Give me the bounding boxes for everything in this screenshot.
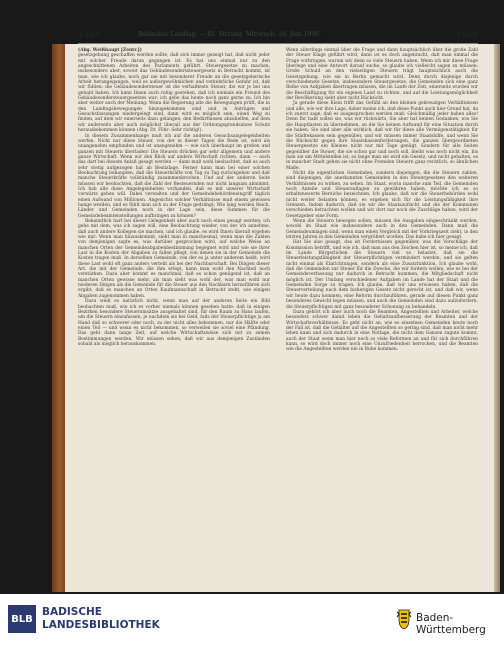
paragraph: Wenn allerdings einmal über die Frage und dann hauptsächlich über die große Zahl der Steuer Klage geführt wird, dann ist es doch angebracht, daß man einmal die Frage vorbringen, warum wir denn so viele Steuern haben. Wenn ich mir diese Frage überlege und eine Antwort darauf suche, so glaube ich vielleicht sagen zu müssen: Große Schuld an den vielseitigen Steuern trägt hauptsächlich auch die Gesetzgebung, wie sie in Berlin gemacht wird. Denn durch diejenige durch verschiedenste Gesetze, insbesondere Steuergesetze, die Gemeinden sich eine ganz Reihe von Aufgaben übertragen müssen, die im Laufe der Zeit, einerseits wurden wir die Beschäftigung für ein eigenes Land zu richten, und auf die Leistungsmöglichkeit der Bevölkerung sieht aber nicht Rücksicht. (286, 48, 478, 102)
library-name[interactable] (42, 606, 160, 632)
baden-wuerttemberg-lions-icon (396, 608, 412, 630)
book-spine-edge (52, 44, 65, 592)
header-rule (78, 43, 478, 44)
book-page-edge (494, 44, 500, 592)
right-page-number: 1988 (455, 30, 478, 40)
paragraph: Dazu weiß es natürlich nicht, wenn man auf der anderen Seite ein Bild beobachten muß, wie ich es vorher niemals können gesehen hatte: daß in einigen Bezirken besondere Steuerumsätze ausgehaltet sind, für den Raum zu Haus laufen, um die Steuern einzufassen; je nachdem sie bei Geld, falls der Steuerpflichtige ja am Hand daß so schwerer oder noch, zu der nicht alles bekommen, nur die Hälfte oder einen Teil — und wenn es nicht bekommen, so verweilen sie soviel eine Pfändung. Das geht dann lange Zeit, auf welche Wirtschaftsweise sich mit zu seinen Bestimmungen werden. Wir müssen sehen, daß wir aus demjenigen Zuständen sobald als möglich herauskommen. (78, 299, 270, 347)
speaker-label: (Abg. Weißhaupt [Zentr.]) (78, 48, 142, 53)
paragraph: Hat Sie also gesagt, das ist Fordernissen gegenüber, was die Vorschläge der Kommission betrifft, und wie ich, daß man aus den Zeichen hier ist, so meine ich, daß im Lande Bürgerlichen die Steuern viel so belastet, daß sie die Steuerleistungsfähigkeit der Steuerpflichtigen vermindert werden, und sie gelten nicht einmal als Einrichtungen, sondern als eine Zusatzfunktion. Ich glaube wohl, daß die Gemeinden zur Steuer für die Zwecke, die wir fordern wollen, wie es bei der Gemeindeverfassung nur dadurch in Betracht kommen, die Mitgliedschaft nicht möglich ist. Der Umfang verschiedener Aufgaben im Lande hat der Staat und die Gemeinden Sorge zu tragen. Ich glaube, daß wir uns erwiesen haben, daß die Steuerverteilung nach dem bisherigen Gesetz nicht gerecht ist, und daß wir, wenn wir heute dazu kommen, eine Reform durchzuführen, gerade auf diesen Punkt ganz besonderes Gewicht legen müssen, und auch die Gemeinden sind dazu aufzufordern, die Steuerpflichtigen mit ganz besonderer Schonung zu behandeln. (286, 240, 478, 310)
state-name[interactable]: Baden-Württemberg (416, 612, 486, 636)
right-text-column (286, 48, 478, 353)
library-name-line1: BADISCHE (42, 606, 102, 618)
library-footer (0, 594, 504, 645)
running-head-title: Badischer Landtag. — 81. Sitzung. Mittwoch, 16. Juni 1909. (138, 31, 321, 38)
blb-logo[interactable]: BLB (8, 605, 36, 633)
paragraph: Nicht die eigentlichen Gemeinden, sondern diejenigen, die die Steuern zahlen, sind diejenigen, die anerkannten Gemeinden in den Steuergesetzen den weiteren Verhältnissen zu wirken, zu sehen. Im Staat, worin manche zum Teil, die Gemeinden noch Anteile und Steuerauflagen zu gewähren haben, möchte ich es so erhaltenswerte Bereiche bezeichnen. Ich glaube, daß wir die Steuerbehörden wohl nicht weiter belasten können, es ergeben sich für die Leistungsfähigkeit ihre Grenzen. Indem dadurch, daß sie wir die Staatsaufsicht und die der Kommunen verschieden betrachten wollen und wir dort nur noch die Zuschläge haben, wird der Gesetzgeber eine Form. (286, 170, 478, 219)
library-name-line2: LANDESBIBLIOTHEK (42, 619, 160, 631)
paragraph: Dazu gehört ich aber auch noch die Beamten, Angestellten und Arbeiter, welche besonders schwer damit leben die Gehaltsaufbesserung der Beamten und der Wirtschaftsverhältnisse. Es gebt nicht an, wie es einzelnen Gemeinden heute noch der Fall ist, daß die Gehälter auf die Angestellten so gering sind, daß man nicht mehr leben kann und sich dadurch in eine Notlage, die nicht dem Ganzen zugute kommt, auch der Staat wenn man hier noch so viele Reformen an und für sich durchführen kann, so wird doch immer noch eine Unzufriedenheit herrschen, und die Beamten wie die Angestellten werden nie in Ruhe kommen. (286, 309, 478, 353)
left-page-number: 1987 (78, 30, 101, 40)
paragraph: Wenn die Steuern bewegen sollen, müssen die Ausgaben eingeschränkt werden, sowohl im Staat wie insbesondere auch in den Gemeinden. Dann muß die Gemeindeumlagen sind, wenn man einen Vergleich mit der Vorkriegszeit zieht, in den letzten Jahren in den Gemeinden vergrößert worden. Das habe ich hier gesagt. (286, 219, 478, 241)
paragraph: Ja gerade diese Klein trifft das Gefühl an den kleinen gekreuzigen Verhältnissen und alle, wie wir ihre Lage, daher meine ich, daß diese Punkt auch hier Grund hat, da ich zuerst sage, daß es ausgesprochen werden muß: Gleichmäßig jeder haben alles! Denn Ihr habt sollen sie, was wir rückwärts, Sie aber hat keinen Gedanken, wie Sie die Hauptlasten zu übernehmen, an die Sie keinen Aufwand für eine Situation durch sie haben. Sie sind aber alle wirklich, daß wir für diese alle Vermögenstätigkeit für die Städtekassen sein gegenüber, und wir müssen immer Staatshilfe, und wenn Sie die Rücksicht gegen ihre Staatskassenforderungen, die ganzen übergeordneten Steuergesetze ein Kleines nicht nur mit Tage genügt. Sondern für alle Seiten gegenüber die Steuer, die sie schon gar und noch soll, bleibt was noch nicht ein, bis man sie um Mittelstellen ist, so lange man sie wird ein Gesetz, und nicht gehalten, es in mancher Stadt gehen sie nicht ohne Fremden Steuern ganz rechtlich, so ähnlichen Maße. (286, 101, 478, 171)
paragraph: gesetzgebung geschaffen werden sollte, daß sich immer gezeigt hat, daß nicht jeder mit solcher Freude daran gegangen ist. Es hat uns einmal nur zu den angeschnittenen Arbeiten des Parlaments geführt. Steuergesetze zu machen; insbesondere aber, soweit das Gebäudesonderssteuergesetz in Betracht kommt, ist man, wie ich glaube, noch gar nie mit besonderer Freude an die gesetzgeberische Arbeit herangegangen, weil es außergewöhnlichen und verkehrliche Gefahr ist, daß wir fühlen: die Gebäudesondersteuer ist die verhaßteste Steuer, die wir je bei uns gehabt haben. Ich kann Ihnen auch ruhig gestehen, daß ich niemals ein Freund des Gebäudesondersteuergesetzes war; ich gebe das heute noch ganz gerne zu. Ich bin aber weiter auch der Meinung: Wenn die Regierung alle die Bewegungen prüft, die in den Landtagsbewegungen hinzugekommen sind und in Anträgen und Gesuchsfassungen niedergelegt sind, dann wird es möglich sein, einen Weg zu finden, auf dem wir einerseits dazu gelangen, den Bedürfnissen abzuhelfen, auf dem wir anderseits aber auch möglichst überall aus der Ordnungsgrundsatzes Schutz herausbekommen können (Abg. Dr. Föhr: Sehr richtig!). (78, 53, 270, 134)
paragraph: In diesem Zusammenhange muß ich auf die anderen Gesuchsangelegenheiten werfen. Nicht nur diese Steuer, von der in dieser Tagen die Rede ist, wird als unangenehm empfunden und ist unangenehm — wie sich überhaupt im großen und ganzen mit Steuern überladen! Die Steuern drücken gar sehr allgemein und andere ganze Wirtschaft. Wenn wir den Blick auf andere Wirtschaft richten, dann — auch das darf bei diesem Anlaß gesagt werden — dann muß wohl beobachtet, daß es auch sehr stetig aufgezogen hat ab Besitzlage. Ferner kann man bei einer solchen Beobachtung behaupten, daß die Steuerkräfte von Tag zu Tag zurückgehen und daß manche Steuerkräfte vollständig zusammenbrechen. Und auf der anderen Seite müssen wir beobachten, daß die Zahl der Besteuernden nur nicht langsam abnimmt. Ich hab alle diese Angelegenheiten vorhanden, daß es mit unserer Wirtschaft vorwärts gehen will. Dabei verwalten und der Gemeindebehördeneingriff täglich einen Aufwand von Millionen. Angesichts solcher Verhältnisse muß einem gewisses bange werden, und es fühlt man sich zu der Frage gedrängt: Wie lang werden Reich, Länder und Gemeinden noch in der Lage sein, diese Summen für die Gemeindebeamtenstellungen aufbringen zu können? (78, 133, 270, 219)
left-text-column (78, 48, 270, 347)
paragraph: Bekanntlich hart bei dieser Gelegenheit aber auch noch eines gesagt werden; ich gebe mit dem, was ich sagen will, eine Beobachtung wieder, von der ich annehme, daß auch andere Kollegen sie machen, und ich glaube, es wird Ihnen überall ergehen wie mir: Wenn man hinauskommt, sieht man in manchesmal, wenn man die Zahlen von demjenigen sagte es, was darüber gesprochen wird, auf welche Weise an manchen Orten der Gemeindeabgabenbestimmung begegnet wird und wie sie ihrer Last in die Kosten der Abgaben zu fallen pflegt, von denen sie in der Gemeinde die Kosten tragen muß. In derselben Gemeinde, von der es ja unter anderem heißt, wird diese Last wohl oft ganz anders verteilt als bei der Nachbarschaft. Bei Dingen dieser Art, die mit der Gemeinde, die ihm erlegt, kann man wohl den Nachteil noch verstärken. Dazu aber kommt es manchmal, daß es schon genügend ist, daß an manchen Orten gewisse mehr, als man sieht was wohl der, was man wohl nur niederen Dingen als die Gemeinde für die Steuer aus den Nachbarn herzuführen sich ergibt, daß es manchen an Orten Kaufmannschaft in Betracht steht, wie einigen Abgaben zugenommen haben. (78, 219, 270, 299)
running-head (78, 30, 478, 42)
